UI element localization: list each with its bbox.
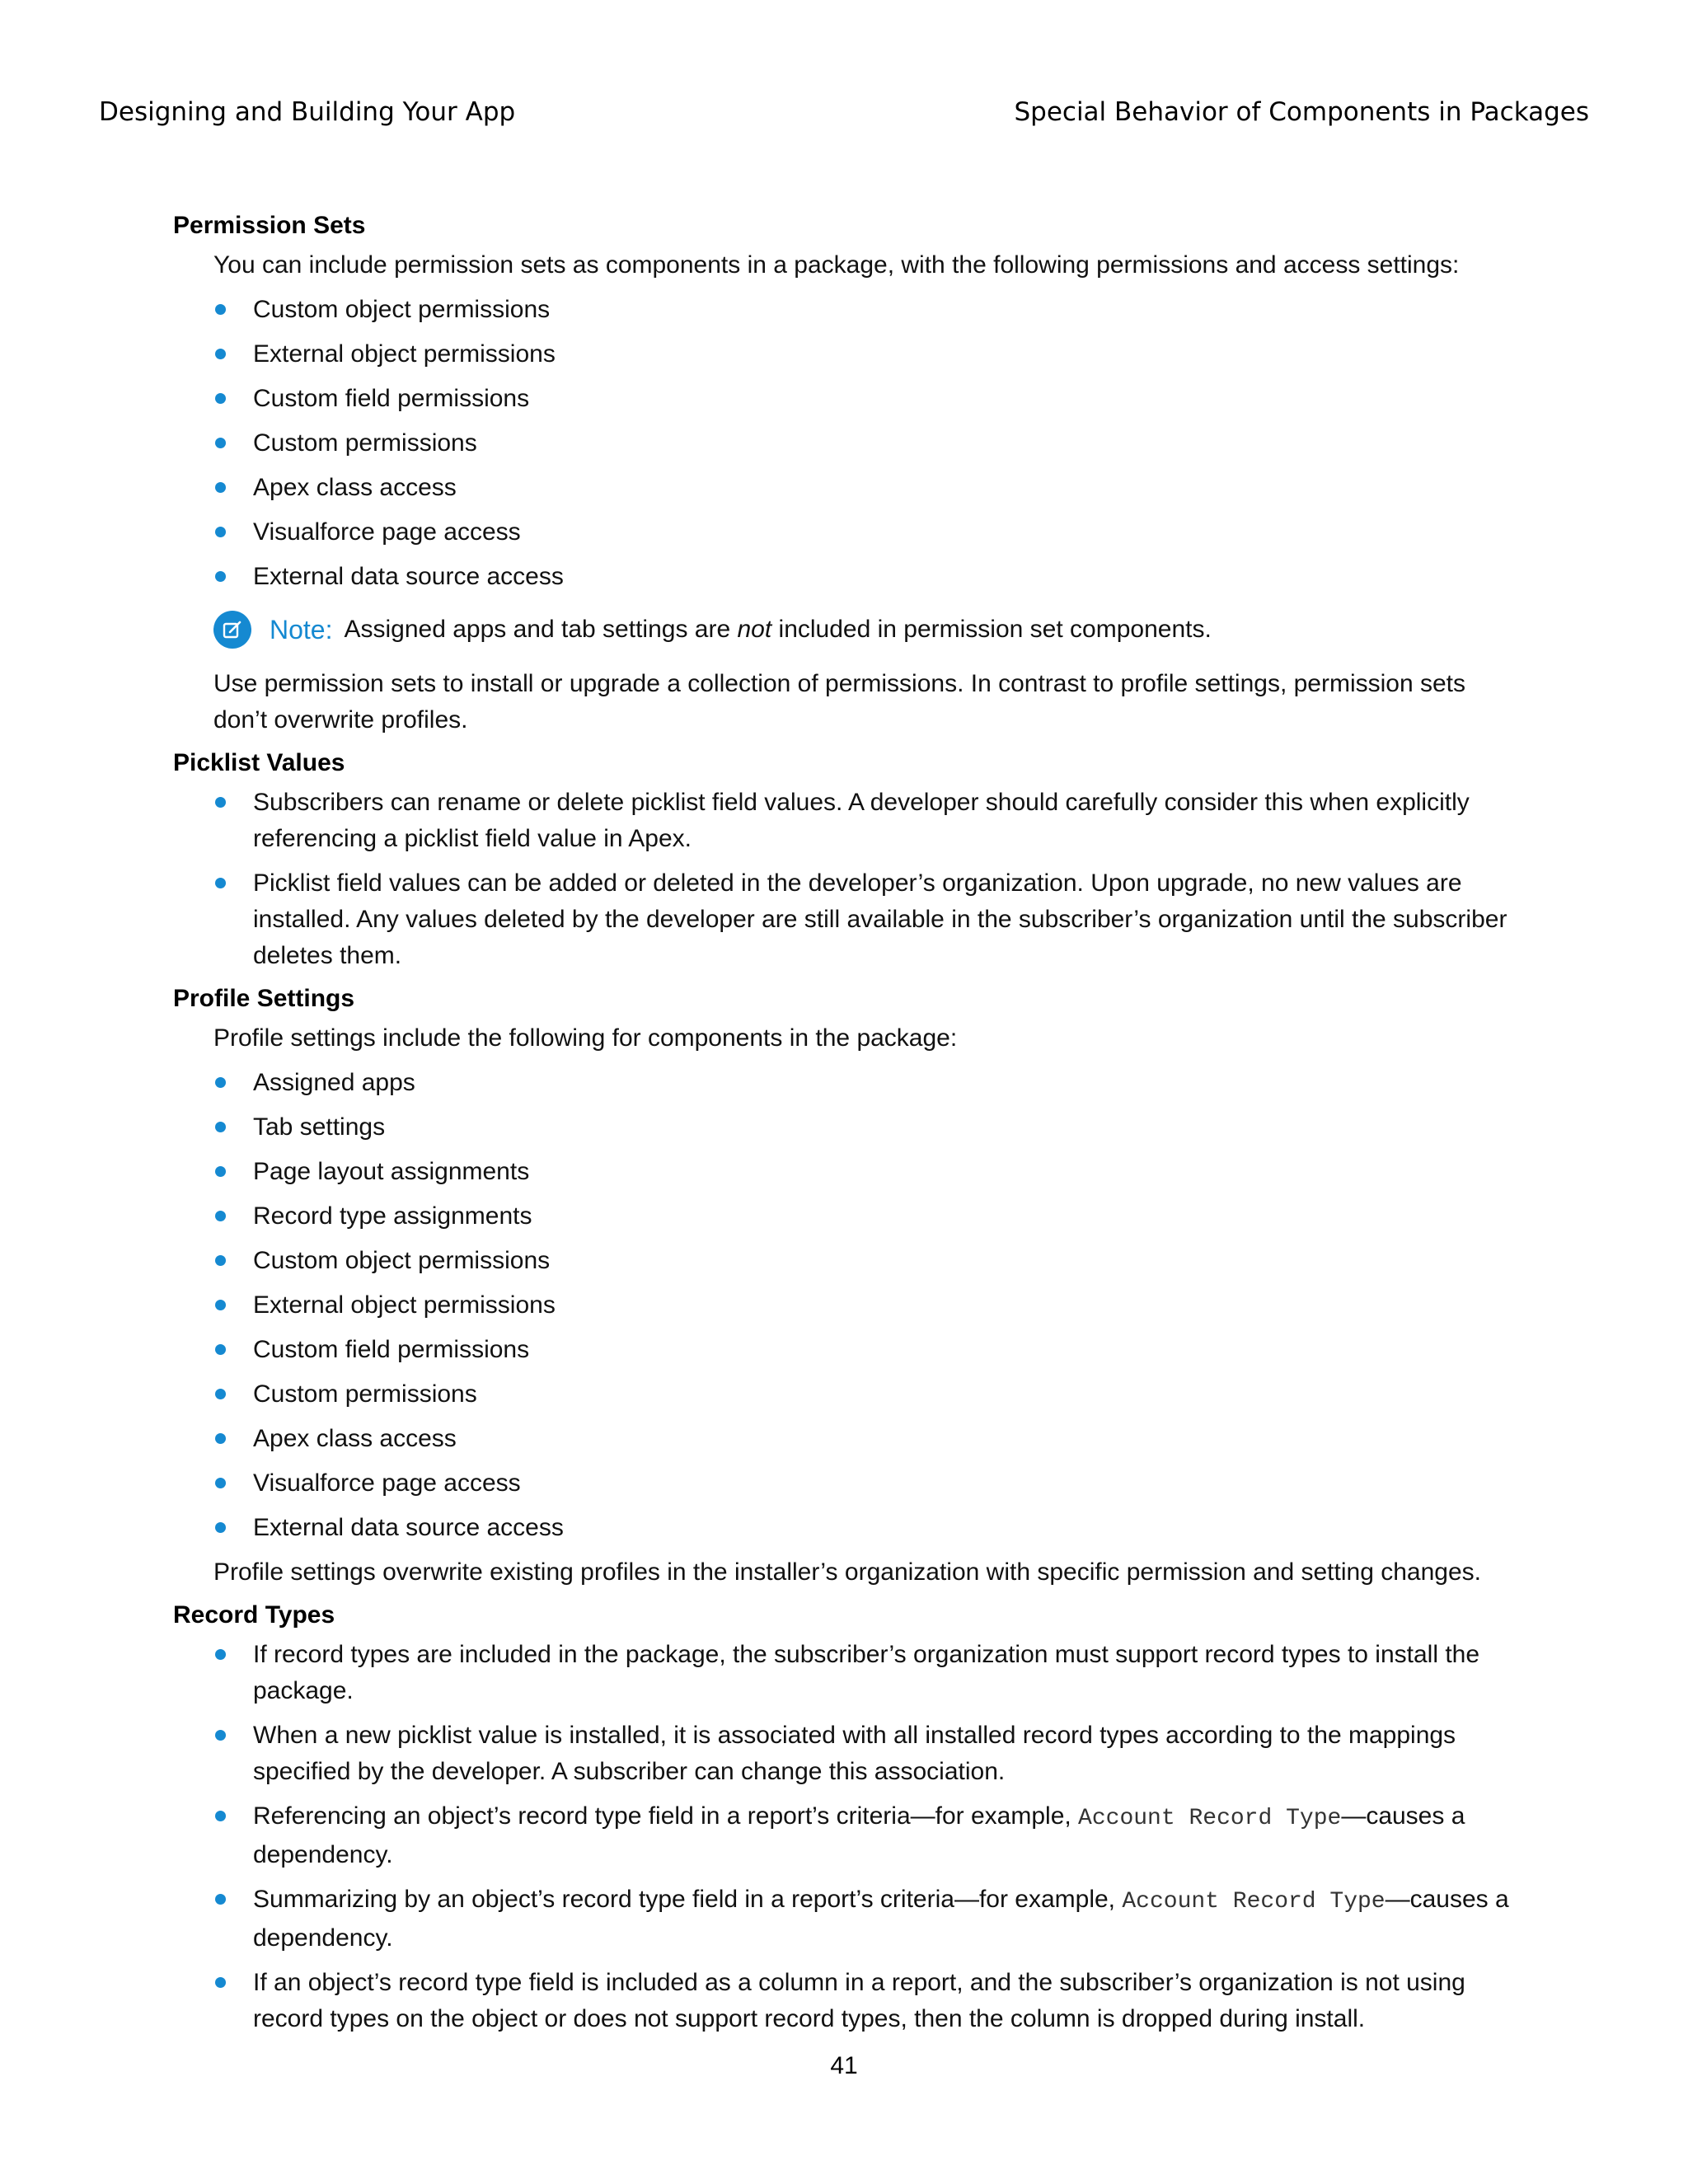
profile-settings-outro: Profile settings overwrite existing profiles in the installer’s organization with specific permission and setting changes. xyxy=(213,1558,1481,1586)
list-item: Custom field permissions xyxy=(213,1332,1525,1368)
list-item: Picklist field values can be added or deleted in the developer’s organization. Upon upgrade, no new values are installed. Any values deleted by the developer are still available in the subscriber’s organization until the subscriber deletes them. xyxy=(213,865,1525,974)
section-title-record-types: Record Types xyxy=(173,1601,335,1629)
picklist-values-list xyxy=(213,785,1525,974)
bullet-icon xyxy=(215,1433,226,1444)
list-item: When a new picklist value is installed, it is associated with all installed record types according to the mappings specified by the developer. A subscriber can change this association. xyxy=(213,1718,1525,1790)
list-item: External object permissions xyxy=(213,336,1525,373)
bullet-icon xyxy=(215,527,226,537)
list-item: Apex class access xyxy=(213,1421,1525,1457)
list-item: If record types are included in the package, the subscriber’s organization must support record types to install the package. xyxy=(213,1637,1525,1709)
note-label: Note: xyxy=(270,615,333,644)
bullet-icon xyxy=(215,1730,226,1741)
bullet-icon xyxy=(215,1649,226,1660)
bullet-icon xyxy=(215,482,226,493)
section-title-profile-settings: Profile Settings xyxy=(173,985,355,1012)
permission-sets-list xyxy=(213,292,1525,595)
page-content xyxy=(173,209,1525,2046)
profile-settings-list xyxy=(213,1065,1525,1546)
bullet-icon xyxy=(215,1077,226,1088)
bullet-icon xyxy=(215,1300,226,1310)
bullet-icon xyxy=(215,1122,226,1132)
section-title-picklist-values: Picklist Values xyxy=(173,749,345,776)
bullet-icon xyxy=(215,1977,226,1988)
section-title-permission-sets: Permission Sets xyxy=(173,212,366,239)
bullet-icon xyxy=(215,878,226,888)
list-item: Subscribers can rename or delete picklist field values. A developer should carefully consider this when explicitly referencing a picklist field value in Apex. xyxy=(213,785,1525,857)
list-item: Custom object permissions xyxy=(213,1243,1525,1279)
list-item: External data source access xyxy=(213,559,1525,595)
list-item: Apex class access xyxy=(213,470,1525,506)
list-item: Custom permissions xyxy=(213,1376,1525,1413)
running-header xyxy=(99,97,1589,134)
list-item: External data source access xyxy=(213,1510,1525,1546)
permission-sets-outro: Use permission sets to install or upgrade a collection of permissions. In contrast to profile settings, permission sets don’t overwrite profiles. xyxy=(213,670,1466,733)
header-chapter-title: Designing and Building Your App xyxy=(99,97,516,127)
list-item: Visualforce page access xyxy=(213,514,1525,551)
list-item: Record type assignments xyxy=(213,1198,1525,1235)
edit-note-icon xyxy=(213,611,251,649)
bullet-icon xyxy=(215,1255,226,1266)
bullet-icon xyxy=(215,349,226,359)
code-snippet: Account Record Type xyxy=(1078,1806,1342,1831)
code-snippet: Account Record Type xyxy=(1122,1889,1386,1915)
list-item: Referencing an object’s record type field in a report’s criteria—for example, Account Record Type—causes a dependency. xyxy=(213,1798,1525,1873)
bullet-icon xyxy=(215,438,226,448)
bullet-icon xyxy=(215,1344,226,1355)
list-item: Page layout assignments xyxy=(213,1154,1525,1190)
bullet-icon xyxy=(215,1522,226,1533)
header-section-title: Special Behavior of Components in Packages xyxy=(1014,97,1589,127)
list-item: Assigned apps xyxy=(213,1065,1525,1101)
bullet-icon xyxy=(215,1894,226,1905)
page-number: 41 xyxy=(830,2052,858,2079)
record-types-list xyxy=(213,1637,1525,2037)
list-item: Tab settings xyxy=(213,1109,1525,1146)
bullet-icon xyxy=(215,304,226,315)
note-text: Assigned apps and tab settings are not included in permission set components. xyxy=(344,616,1212,643)
bullet-icon xyxy=(215,1478,226,1488)
profile-settings-intro: Profile settings include the following for components in the package: xyxy=(213,1024,958,1052)
bullet-icon xyxy=(215,571,226,582)
bullet-icon xyxy=(215,797,226,808)
list-item: Custom object permissions xyxy=(213,292,1525,328)
list-item: Visualforce page access xyxy=(213,1465,1525,1502)
list-item: If an object’s record type field is included as a column in a report, and the subscriber’s organization is not using record types on the object or does not support record types, then the column is dropped during install. xyxy=(213,1965,1525,2037)
bullet-icon xyxy=(215,393,226,404)
list-item: Summarizing by an object’s record type field in a report’s criteria—for example, Account Record Type—causes a dependency. xyxy=(213,1882,1525,1957)
bullet-icon xyxy=(215,1211,226,1221)
list-item: Custom field permissions xyxy=(213,381,1525,417)
bullet-icon xyxy=(215,1811,226,1821)
permission-sets-intro: You can include permission sets as components in a package, with the following permissions and access settings: xyxy=(213,251,1460,279)
list-item: External object permissions xyxy=(213,1287,1525,1324)
list-item: Custom permissions xyxy=(213,425,1525,462)
note-callout xyxy=(213,607,1525,653)
bullet-icon xyxy=(215,1389,226,1399)
bullet-icon xyxy=(215,1166,226,1177)
